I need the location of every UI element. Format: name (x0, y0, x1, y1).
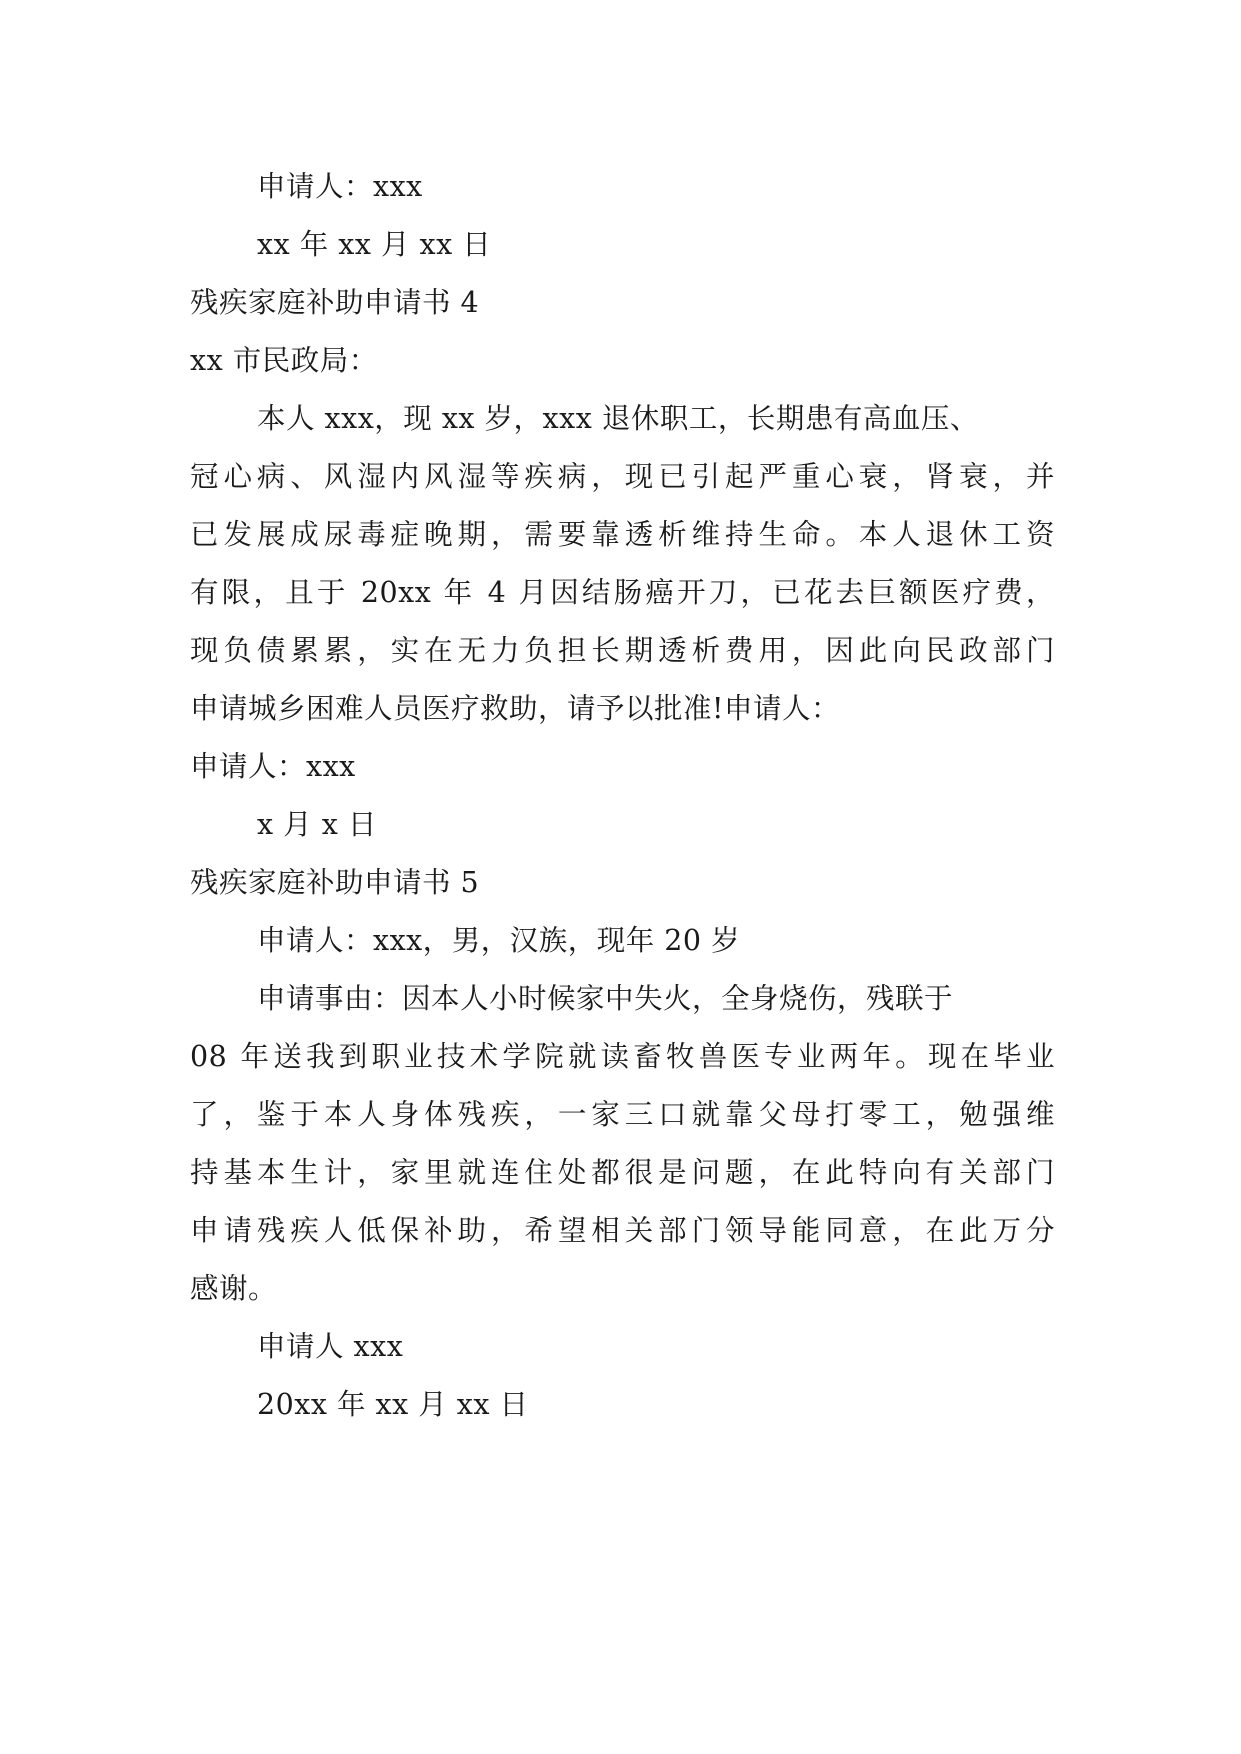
section5-applicant-info: 申请人：xxx，男，汉族，现年 20 岁 (257, 924, 741, 957)
section4-applicant: 申请人：xxx (190, 750, 356, 783)
section5-body-line: 08 年送我到职业技术学院就读畜牧兽医专业两年。现在毕业 (190, 1040, 1055, 1073)
section4-body-line: 冠心病、风湿内风湿等疾病，现已引起严重心衰，肾衰，并 (190, 460, 1055, 493)
section5-body-line: 感谢。 (190, 1272, 278, 1305)
section4-recipient: xx 市民政局： (190, 344, 378, 377)
section3-date: xx 年 xx 月 xx 日 (257, 228, 492, 261)
section5-body-line: 持基本生计，家里就连住处都很是问题，在此特向有关部门 (190, 1156, 1055, 1189)
section5-body-line: 了，鉴于本人身体残疾，一家三口就靠父母打零工，勉强维 (190, 1098, 1055, 1131)
section4-title: 残疾家庭补助申请书 4 (190, 286, 480, 319)
section4-body-line: 有限，且于 20xx 年 4 月因结肠癌开刀，已花去巨额医疗费， (190, 576, 1055, 609)
section5-title: 残疾家庭补助申请书 5 (190, 866, 480, 899)
section4-body-line: 现负债累累，实在无力负担长期透析费用，因此向民政部门 (190, 634, 1055, 667)
section4-date: x 月 x 日 (257, 808, 377, 841)
section5-date: 20xx 年 xx 月 xx 日 (257, 1388, 529, 1421)
section3-applicant: 申请人：xxx (257, 170, 423, 203)
section5-body-line: 申请事由：因本人小时候家中失火，全身烧伤，残联于 (257, 982, 954, 1015)
section5-body-line: 申请残疾人低保补助，希望相关部门领导能同意，在此万分 (190, 1214, 1055, 1247)
section4-body-line: 已发展成尿毒症晚期，需要靠透析维持生命。本人退休工资 (190, 518, 1055, 551)
section5-signature: 申请人 xxx (257, 1330, 404, 1363)
section4-body-line: 申请城乡困难人员医疗救助，请予以批准!申请人： (190, 692, 840, 725)
section4-body-line: 本人 xxx，现 xx 岁，xxx 退休职工，长期患有高血压、 (257, 402, 979, 435)
